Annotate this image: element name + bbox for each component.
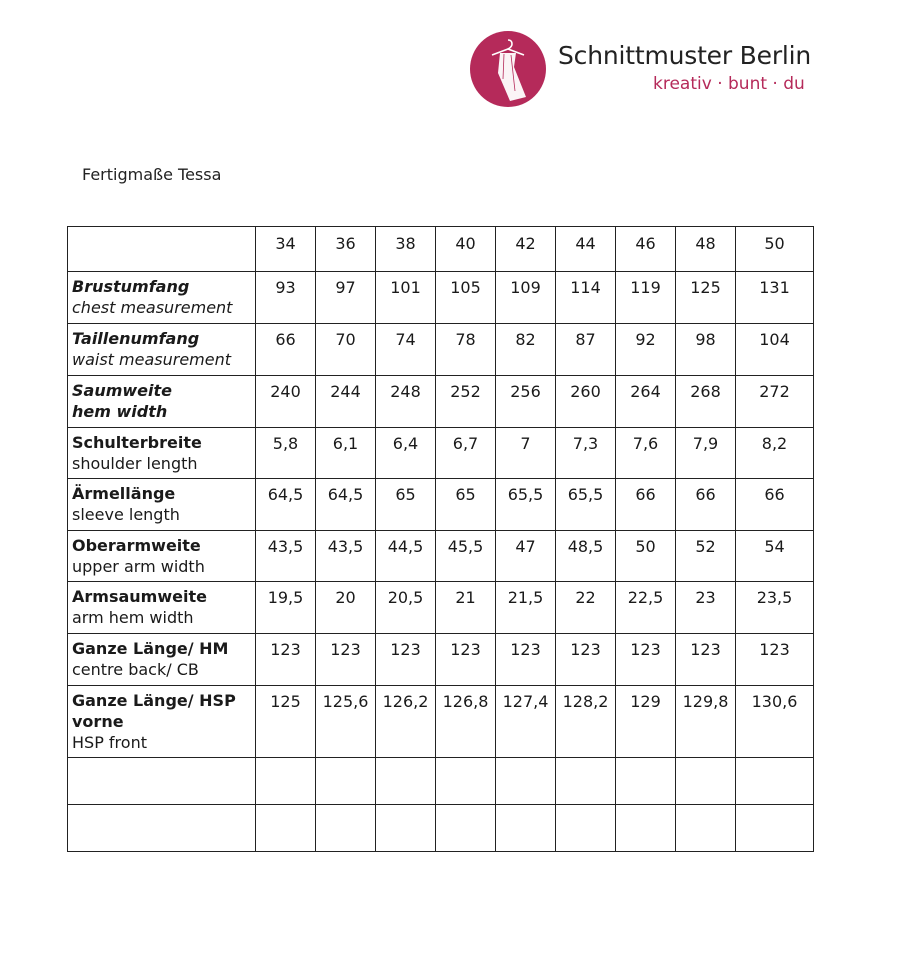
measurement-name-en: arm hem width xyxy=(72,608,194,627)
measurement-name-en: hem width xyxy=(72,402,168,421)
measurement-value: 125 xyxy=(256,686,316,758)
measurement-value: 123 xyxy=(616,634,676,686)
measurement-value: 260 xyxy=(556,376,616,428)
table-row xyxy=(68,531,814,582)
measurement-value: 244 xyxy=(316,376,376,428)
empty-table-row xyxy=(68,805,814,852)
measurement-value: 123 xyxy=(256,634,316,686)
measurement-value: 7,6 xyxy=(616,428,676,479)
size-header: 42 xyxy=(496,227,556,272)
measurement-name-de: Oberarmweite xyxy=(72,536,201,555)
measurement-value: 7,3 xyxy=(556,428,616,479)
measurement-value: 240 xyxy=(256,376,316,428)
empty-cell xyxy=(556,758,616,805)
measurement-value: 105 xyxy=(436,272,496,324)
measurement-value: 21,5 xyxy=(496,582,556,634)
measurement-value: 21 xyxy=(436,582,496,634)
measurement-value: 78 xyxy=(436,324,496,376)
size-chart-table xyxy=(67,226,814,852)
brand-tagline: kreativ · bunt · du xyxy=(653,74,805,94)
measurement-value: 87 xyxy=(556,324,616,376)
measurement-value: 23,5 xyxy=(736,582,814,634)
measurement-value: 101 xyxy=(376,272,436,324)
measurement-value: 130,6 xyxy=(736,686,814,758)
size-header: 38 xyxy=(376,227,436,272)
measurement-value: 93 xyxy=(256,272,316,324)
measurement-value: 65 xyxy=(436,479,496,531)
table-row xyxy=(68,479,814,531)
measurement-value: 123 xyxy=(436,634,496,686)
measurement-value: 8,2 xyxy=(736,428,814,479)
measurement-value: 19,5 xyxy=(256,582,316,634)
size-header: 50 xyxy=(736,227,814,272)
measurement-value: 74 xyxy=(376,324,436,376)
measurement-value: 82 xyxy=(496,324,556,376)
measurement-value: 125 xyxy=(676,272,736,324)
measurement-value: 22 xyxy=(556,582,616,634)
measurement-value: 126,2 xyxy=(376,686,436,758)
measurement-value: 123 xyxy=(316,634,376,686)
measurement-name-de: Schulterbreite xyxy=(72,433,202,452)
empty-cell xyxy=(736,805,814,852)
empty-cell xyxy=(68,758,256,805)
measurement-value: 70 xyxy=(316,324,376,376)
measurement-value: 125,6 xyxy=(316,686,376,758)
size-header: 46 xyxy=(616,227,676,272)
measurement-value: 123 xyxy=(376,634,436,686)
measurement-value: 66 xyxy=(616,479,676,531)
measurement-name-de: Ganze Länge/ HM xyxy=(72,639,229,658)
measurement-label-cell xyxy=(68,531,256,582)
measurement-label-cell xyxy=(68,479,256,531)
measurement-value: 6,7 xyxy=(436,428,496,479)
empty-cell xyxy=(616,805,676,852)
empty-cell xyxy=(316,758,376,805)
measurement-name-de: Taillenumfang xyxy=(72,329,200,348)
empty-cell xyxy=(676,758,736,805)
measurement-value: 50 xyxy=(616,531,676,582)
measurement-label-cell xyxy=(68,272,256,324)
measurement-value: 256 xyxy=(496,376,556,428)
table-row xyxy=(68,272,814,324)
document-title: Fertigmaße Tessa xyxy=(82,165,222,184)
table-row xyxy=(68,634,814,686)
measurement-value: 97 xyxy=(316,272,376,324)
empty-table-row xyxy=(68,758,814,805)
table-row xyxy=(68,428,814,479)
size-header-row xyxy=(68,227,814,272)
measurement-value: 123 xyxy=(496,634,556,686)
corner-cell xyxy=(68,227,256,272)
measurement-value: 52 xyxy=(676,531,736,582)
table-row xyxy=(68,582,814,634)
measurement-value: 22,5 xyxy=(616,582,676,634)
empty-cell xyxy=(436,758,496,805)
measurement-value: 6,4 xyxy=(376,428,436,479)
measurement-value: 43,5 xyxy=(316,531,376,582)
measurement-value: 128,2 xyxy=(556,686,616,758)
measurement-name-en: HSP front xyxy=(72,733,147,752)
measurement-value: 248 xyxy=(376,376,436,428)
measurement-value: 114 xyxy=(556,272,616,324)
measurement-label-cell xyxy=(68,376,256,428)
measurement-value: 123 xyxy=(556,634,616,686)
measurement-label-cell xyxy=(68,686,256,758)
brand-name: Schnittmuster Berlin xyxy=(558,41,812,70)
measurement-name-de: Ärmellänge xyxy=(72,484,176,503)
empty-cell xyxy=(436,805,496,852)
measurement-value: 127,4 xyxy=(496,686,556,758)
empty-cell xyxy=(736,758,814,805)
measurement-name-en: centre back/ CB xyxy=(72,660,199,679)
measurement-value: 20 xyxy=(316,582,376,634)
measurement-name-de: Saumweite xyxy=(72,381,172,400)
dress-on-hanger-icon xyxy=(470,31,546,107)
measurement-value: 268 xyxy=(676,376,736,428)
measurement-value: 123 xyxy=(676,634,736,686)
measurement-value: 66 xyxy=(736,479,814,531)
measurement-value: 65,5 xyxy=(496,479,556,531)
measurement-value: 64,5 xyxy=(316,479,376,531)
measurement-value: 264 xyxy=(616,376,676,428)
measurement-value: 47 xyxy=(496,531,556,582)
table-row xyxy=(68,376,814,428)
size-header: 44 xyxy=(556,227,616,272)
measurement-label-cell xyxy=(68,428,256,479)
empty-cell xyxy=(376,758,436,805)
measurement-value: 20,5 xyxy=(376,582,436,634)
size-header: 48 xyxy=(676,227,736,272)
measurement-value: 66 xyxy=(256,324,316,376)
measurement-value: 131 xyxy=(736,272,814,324)
empty-cell xyxy=(496,758,556,805)
table-row xyxy=(68,686,814,758)
empty-cell xyxy=(676,805,736,852)
empty-cell xyxy=(68,805,256,852)
measurement-value: 45,5 xyxy=(436,531,496,582)
measurement-name-en: chest measurement xyxy=(72,298,233,317)
measurement-value: 66 xyxy=(676,479,736,531)
measurement-value: 98 xyxy=(676,324,736,376)
measurement-value: 109 xyxy=(496,272,556,324)
measurement-name-en: upper arm width xyxy=(72,557,205,576)
measurement-label-cell xyxy=(68,324,256,376)
measurement-value: 7 xyxy=(496,428,556,479)
measurement-value: 65 xyxy=(376,479,436,531)
size-header: 36 xyxy=(316,227,376,272)
measurement-value: 272 xyxy=(736,376,814,428)
measurement-value: 252 xyxy=(436,376,496,428)
measurement-value: 104 xyxy=(736,324,814,376)
measurement-value: 43,5 xyxy=(256,531,316,582)
empty-cell xyxy=(256,758,316,805)
size-header: 34 xyxy=(256,227,316,272)
table-row xyxy=(68,324,814,376)
measurement-name-de: Brustumfang xyxy=(72,277,190,296)
measurement-value: 48,5 xyxy=(556,531,616,582)
measurement-value: 129,8 xyxy=(676,686,736,758)
measurement-value: 92 xyxy=(616,324,676,376)
measurement-label-cell xyxy=(68,582,256,634)
measurement-name-de: Armsaumweite xyxy=(72,587,207,606)
measurement-name-en: sleeve length xyxy=(72,505,180,524)
measurement-value: 129 xyxy=(616,686,676,758)
measurement-value: 6,1 xyxy=(316,428,376,479)
empty-cell xyxy=(616,758,676,805)
size-header: 40 xyxy=(436,227,496,272)
empty-cell xyxy=(556,805,616,852)
empty-cell xyxy=(376,805,436,852)
measurement-value: 64,5 xyxy=(256,479,316,531)
measurement-label-cell xyxy=(68,634,256,686)
measurement-value: 23 xyxy=(676,582,736,634)
measurement-value: 7,9 xyxy=(676,428,736,479)
measurement-value: 119 xyxy=(616,272,676,324)
measurement-name-de: Ganze Länge/ HSP vorne xyxy=(72,691,236,731)
empty-cell xyxy=(316,805,376,852)
empty-cell xyxy=(496,805,556,852)
measurement-value: 126,8 xyxy=(436,686,496,758)
measurement-value: 65,5 xyxy=(556,479,616,531)
measurement-name-en: waist measurement xyxy=(72,350,232,369)
empty-cell xyxy=(256,805,316,852)
brand-logo xyxy=(470,31,812,111)
measurement-value: 44,5 xyxy=(376,531,436,582)
measurement-value: 5,8 xyxy=(256,428,316,479)
measurement-value: 54 xyxy=(736,531,814,582)
measurement-name-en: shoulder length xyxy=(72,454,198,473)
measurement-value: 123 xyxy=(736,634,814,686)
